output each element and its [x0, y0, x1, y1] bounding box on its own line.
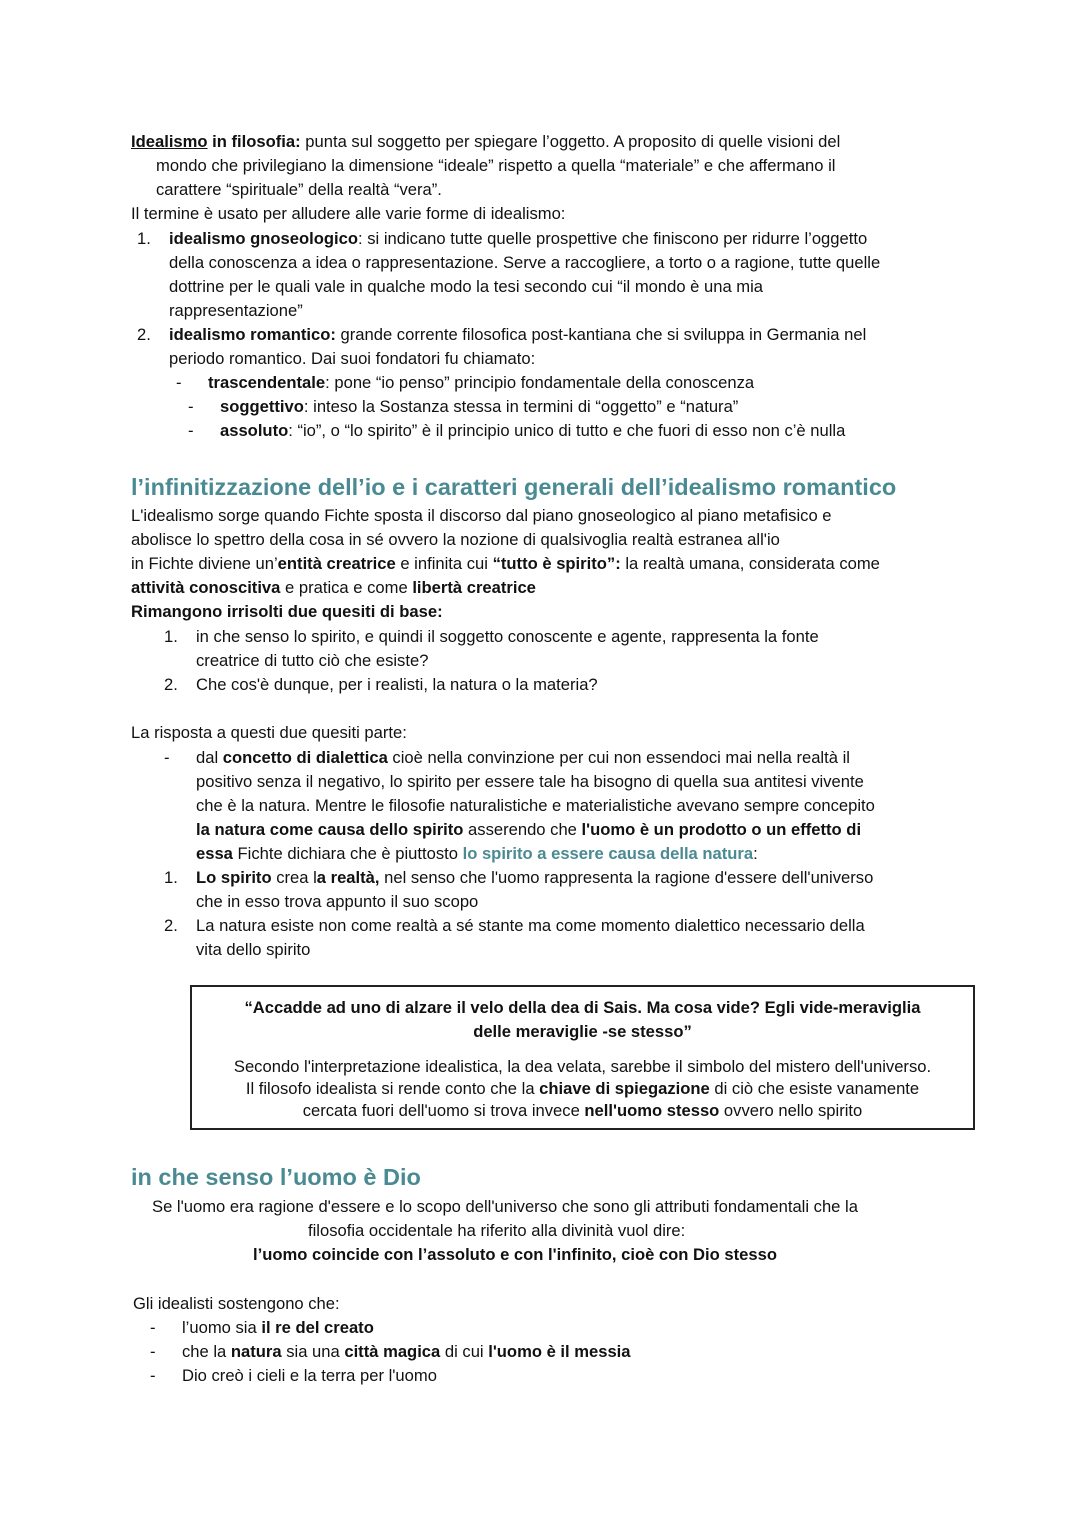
- s2-paragraph-line: attività conoscitiva e pratica e come libertà creatrice: [131, 578, 536, 597]
- list-number: 1.: [164, 627, 178, 646]
- subitem-trascendentale: trascendentale: pone “io penso” principio fondamentale della conoscenza: [208, 373, 755, 392]
- dialectic-line-2: positivo senza il negativo, lo spirito per essere tale ha bisogno di quella sua antitesi vivente: [196, 772, 864, 791]
- form-1-line-3: dottrine per le quali vale in qualche modo la tesi secondo cui “il mondo è una mia: [169, 277, 764, 296]
- s3-item-re-del-creato: l’uomo sia il re del creato: [182, 1318, 374, 1337]
- list-number: 1.: [164, 868, 178, 887]
- subitem-assoluto: assoluto: “io”, o “lo spirito” è il principio unico di tutto e che fuori di esso non c’è nulla: [220, 421, 846, 440]
- consequence-2-line-1: La natura esiste non come realtà a sé stante ma come momento dialettico necessario della: [196, 916, 865, 935]
- list-number: 2.: [164, 916, 178, 935]
- dash: -: [150, 1318, 156, 1337]
- list-number: 2.: [164, 675, 178, 694]
- form-1-line-2: della conoscenza a idea o rappresentazione. Serve a raccogliere, a torto o a ragione, tutte quelle: [169, 253, 881, 272]
- s3-paragraph-line: filosofia occidentale ha riferito alla divinità vuol dire:: [308, 1221, 686, 1240]
- section-heading-uomo-dio: in che senso l’uomo è Dio: [131, 1164, 421, 1190]
- dash: -: [188, 397, 194, 416]
- section-heading-infinitizzazione: l’infinitizzazione dell’io e i caratteri generali dell’idealismo romantico: [131, 474, 897, 500]
- form-2-line-1: idealismo romantico: grande corrente filosofica post-kantiana che si sviluppa in Germania nel: [169, 325, 867, 344]
- form-1-line-4: rappresentazione”: [169, 301, 303, 320]
- answer-intro: La risposta a questi due quesiti parte:: [131, 723, 407, 742]
- form-2-line-2: periodo romantico. Dai suoi fondatori fu chiamato:: [169, 349, 536, 368]
- quote-box: [190, 985, 975, 1130]
- intro-line-2: mondo che privilegiano la dimensione “ideale” rispetto a quella “materiale” e che affermano il: [156, 156, 836, 175]
- question-1-line-2: creatrice di tutto ciò che esiste?: [196, 651, 429, 670]
- question-1-line-1: in che senso lo spirito, e quindi il soggetto conoscente e agente, rappresenta la fonte: [196, 627, 819, 646]
- consequence-2-line-2: vita dello spirito: [196, 940, 311, 959]
- dash: -: [150, 1342, 156, 1361]
- s2-subheading-quesiti: Rimangono irrisolti due quesiti di base:: [131, 602, 443, 621]
- s3-conclusion: l’uomo coincide con l’assoluto e con l'infinito, cioè con Dio stesso: [253, 1245, 777, 1264]
- s2-paragraph-line: abolisce lo spettro della cosa in sé ovvero la nozione di qualsivoglia realtà estranea all'io: [131, 530, 780, 549]
- subitem-soggettivo: soggettivo: inteso la Sostanza stessa in termini di “oggetto” e “natura”: [220, 397, 739, 416]
- dialectic-line-1: dal concetto di dialettica cioè nella convinzione per cui non essendoci mai nella realtà il: [196, 748, 850, 767]
- consequence-1-line-1: Lo spirito crea la realtà, nel senso che l'uomo rappresenta la ragione d'essere dell'universo: [196, 868, 874, 887]
- dialectic-line-3: che è la natura. Mentre le filosofie naturalistiche e materialistiche avevano sempre concepito: [196, 796, 875, 815]
- s3-list-intro: Gli idealisti sostengono che:: [133, 1294, 340, 1313]
- highlight-spirito-causa: lo spirito a essere causa della natura: [462, 844, 754, 863]
- s3-item-dio-creo: Dio creò i cieli e la terra per l'uomo: [182, 1366, 437, 1385]
- s3-item-citta-magica: che la natura sia una città magica di cui l'uomo è il messia: [182, 1342, 631, 1361]
- dash: -: [150, 1366, 156, 1385]
- dash: -: [188, 421, 194, 440]
- intro-line-1: Idealismo in filosofia: punta sul soggetto per spiegare l’oggetto. A proposito di quelle visioni del: [131, 132, 841, 151]
- quote-text: “Accadde ad uno di alzare il velo della dea di Sais. Ma cosa vide? Egli vide-meraviglia delle meraviglie -se stesso”: [244, 998, 921, 1041]
- dash: -: [176, 373, 182, 392]
- intro-line-3: carattere “spirituale” della realtà “vera”.: [156, 180, 442, 199]
- dialectic-line-4: la natura come causa dello spirito asserendo che l'uomo è un prodotto o un effetto di: [196, 820, 862, 839]
- consequence-1-line-2: che in esso trova appunto il suo scopo: [196, 892, 479, 911]
- s3-paragraph-line: Se l'uomo era ragione d'essere e lo scopo dell'universo che sono gli attributi fondamentali che la: [152, 1197, 858, 1216]
- list-number: 1.: [137, 229, 151, 248]
- dash: -: [164, 748, 170, 767]
- s2-paragraph-line: L'idealismo sorge quando Fichte sposta il discorso dal piano gnoseologico al piano metafisico e: [131, 506, 832, 525]
- question-2-line-1: Che cos'è dunque, per i realisti, la natura o la materia?: [196, 675, 598, 694]
- intro-line-4: Il termine è usato per alludere alle varie forme di idealismo:: [131, 204, 566, 223]
- dialectic-line-5: essa Fichte dichiara che è piuttosto lo spirito a essere causa della natura:: [196, 844, 758, 863]
- s2-paragraph-line: in Fichte diviene un’entità creatrice e infinita cui “tutto è spirito”: la realtà umana, considerata come: [131, 554, 880, 573]
- form-1-line-1: idealismo gnoseologico: si indicano tutte quelle prospettive che finiscono per ridurre l’oggetto: [169, 229, 868, 248]
- intro-term: Idealismo: [131, 132, 208, 151]
- quote-explanation: Secondo l'interpretazione idealistica, la dea velata, sarebbe il simbolo del mistero dell'universo. Il filosofo idealista si rende conto che la chiave di spiegazione di ciò che esiste vanamente cercata fuori dell'uomo si trova invece nell'uomo stesso ovvero nello spirito: [233, 1057, 932, 1120]
- list-number: 2.: [137, 325, 151, 344]
